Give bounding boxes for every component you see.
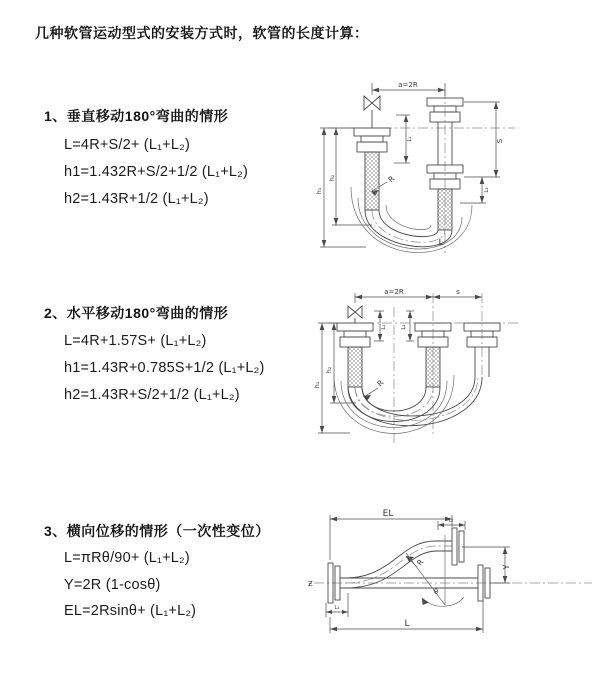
- section1-formula-h2: h2=1.43R+1/2 (L₁+L₂): [64, 191, 209, 207]
- dimension-arrows: [320, 295, 482, 433]
- dim-label-s: s: [456, 288, 460, 296]
- valve-icon: [364, 96, 380, 128]
- dim-label-l1: L₁: [407, 136, 413, 142]
- dim-label-l1: L₁: [381, 324, 387, 330]
- axis-mark: Ƶ: [308, 580, 313, 588]
- section2-formula-L: L=4R+1.57S+ (L₁+L₂): [64, 333, 207, 349]
- centerlines: [328, 89, 515, 253]
- dimension-lines: [320, 83, 500, 247]
- dimension-arrows: [322, 88, 499, 247]
- hose-s-curve: [345, 541, 452, 588]
- section3-formula-L: L=πRθ/90+ (L₁+L₂): [64, 550, 190, 566]
- dim-label-l2: L₂: [484, 187, 490, 193]
- diagram-vertical-180-bend: [310, 75, 600, 255]
- section2-formula-h1: h1=1.43R+0.785S+1/2 (L₁+L₂): [64, 360, 265, 376]
- page-title: 几种软管运动型式的安装方式时，软管的长度计算：: [35, 25, 369, 41]
- left-flange: [354, 128, 390, 152]
- radius-label: R: [414, 557, 426, 568]
- angle-arrow: [422, 598, 429, 605]
- right-braided-hose: [438, 189, 452, 230]
- section1-formula-h1: h1=1.432R+S/2+1/2 (L₁+L₂): [64, 164, 249, 180]
- dim-label-h1: h₁: [313, 381, 321, 389]
- radius-label: R: [375, 378, 386, 389]
- middle-braided-hose: [426, 347, 440, 387]
- section3-heading: 3、横向位移的情形（一次性变位）: [44, 523, 270, 539]
- dim-label-h1: h₁: [315, 187, 323, 195]
- dimension-arrows: [326, 517, 507, 632]
- section2-heading: 2、水平移动180°弯曲的情形: [44, 305, 229, 321]
- section2-formula-h2: h2=1.43R+S/2+1/2 (L₁+L₂): [64, 387, 240, 403]
- section3-formula-Y: Y=2R (1-cosθ): [64, 577, 161, 593]
- angle-label: θ: [433, 588, 439, 596]
- dim-label-y: Y: [502, 564, 511, 570]
- dim-label-l: L: [404, 619, 410, 629]
- section1-heading: 1、垂直移动180°弯曲的情形: [44, 108, 229, 124]
- dim-label-h2: h₂: [325, 366, 333, 374]
- valve-icon: [348, 306, 362, 323]
- left-braided-hose: [365, 152, 379, 210]
- dimension-lines: [326, 515, 510, 633]
- dim-label-h2: h₂: [328, 174, 336, 182]
- length-label: L: [438, 238, 444, 248]
- dim-label-a2r: a=2R: [398, 81, 418, 89]
- radius-label: R: [386, 174, 397, 185]
- dim-label-a2r: a=2R: [384, 288, 404, 296]
- dim-label-l2: L₂: [401, 324, 407, 330]
- section1-formula-L: L=4R+S/2+ (L₁+L₂): [64, 137, 190, 153]
- upper-right-flange: [452, 528, 464, 565]
- section3-formula-EL: EL=2Rsinθ+ (L₁+L₂): [64, 603, 197, 619]
- dim-label-s: S: [496, 138, 504, 144]
- left-braided-hose: [348, 347, 362, 387]
- diagram-lateral-displacement: [300, 505, 600, 640]
- dim-label-l1: L₁: [334, 605, 340, 611]
- dim-label-el: EL: [382, 509, 394, 519]
- diagram-horizontal-180-bend: [310, 285, 600, 450]
- dim-label-l2: L₂: [448, 517, 454, 524]
- left-flange: [337, 323, 373, 347]
- dimension-lines: [318, 293, 482, 433]
